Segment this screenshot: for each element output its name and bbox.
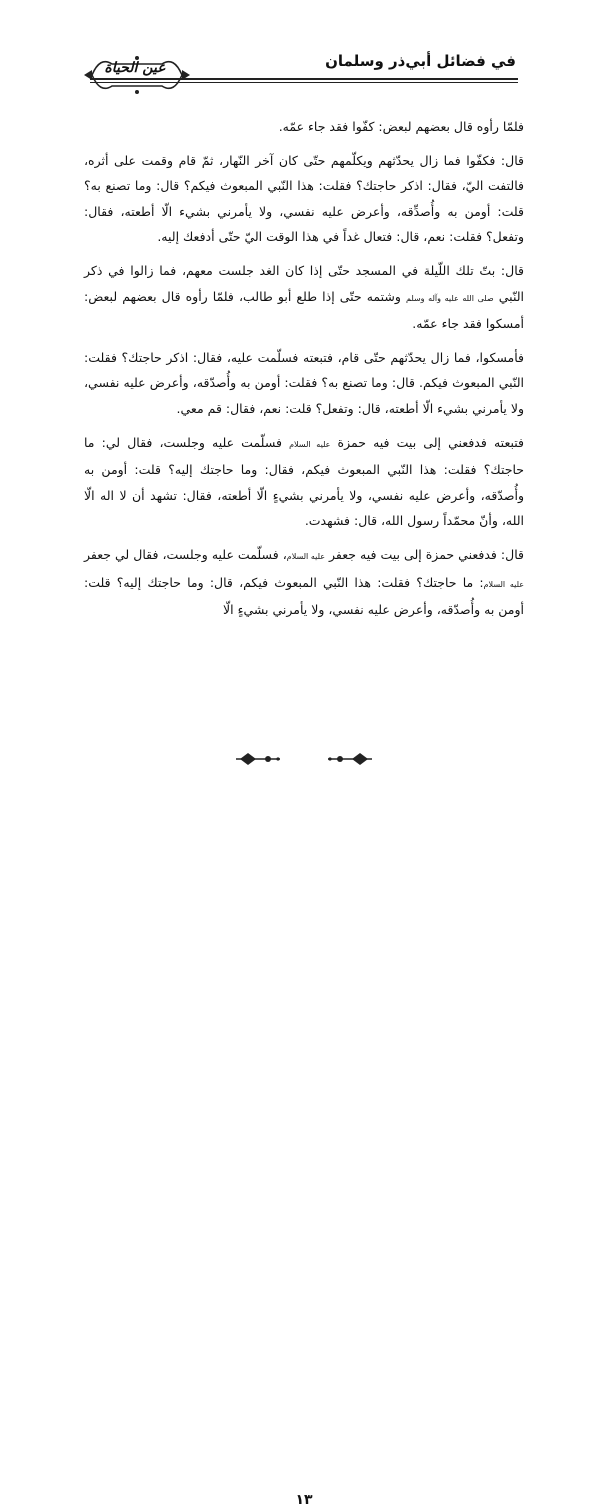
honorific: عليه السلام <box>483 579 524 589</box>
honorific: عليه السلام <box>289 439 331 449</box>
paragraph <box>84 345 524 422</box>
paragraph <box>84 148 524 250</box>
paragraph <box>84 430 524 534</box>
paragraph-text: فلمّا رأوه قال بعضهم لبعض: كفّوا فقد جاء عمّه. <box>278 119 524 134</box>
paragraph-text: ، فسلّمت عليه وجلست، فقال لي جعفر <box>84 546 287 562</box>
book-emblem-title: عين الحياة <box>104 60 166 76</box>
footer-ornament-icon <box>232 748 376 770</box>
paragraph-text: قال: فدفعني حمزة إلى بيت فيه جعفر <box>325 546 524 562</box>
paragraph-text: فتبعته فدفعني إلى بيت فيه حمزة <box>330 434 524 450</box>
honorific: عليه السلام <box>286 551 325 561</box>
running-header-title: في فضائل أبي‌ذر وسلمان <box>325 52 516 70</box>
page-number: ١٣ <box>295 1492 313 1508</box>
honorific: صلى الله عليه وآله وسلم <box>406 293 494 303</box>
page-header <box>0 0 608 110</box>
page-footer <box>0 744 608 1508</box>
header-rule <box>90 78 518 80</box>
paragraph-text: فسلّمت عليه وجلست، فقال لي: ما حاجتك؟ فقلت: هذا النّبي المبعوث فيكم، فقال: وما حاجتك إليه؟ قلت: أومن به وأُصدّقه، وأعرض عليه نفسي، ولا يأمرني بشيءٍ الّا أطعته، فقال: تشهد أن لا اله الّا الله، وأنّ محمّداً رسول الله، قال: فشهدت. <box>84 434 524 529</box>
paragraph-text: فأمسكوا، فما زال يحدّثهم حتّى قام، فتبعته فسلّمت عليه، فقال: اذكر حاجتك؟ فقلت: النّبي المبعوث فيكم. قال: وما تصنع به؟ فقلت: أومن به وأُصدّقه، وأعرض عليه نفسي، ولا يأمرني بشيء الّا أطعته، قال: وتفعل؟ قلت: نعم، فقال: قم معي. <box>84 349 524 416</box>
header-rule-thin <box>90 82 518 83</box>
paragraph-text: : ما حاجتك؟ فقلت: هذا النّبي المبعوث فيكم، قال: وما حاجتك إليه؟ قلت: أومن به وأُصدّقه، وأعرض عليه نفسي، ولا يأمرني بشيءٍ الّا <box>84 574 524 618</box>
paragraph <box>84 258 524 337</box>
paragraph-text: قال: فكفّوا فما زال يحدّثهم ويكلّمهم حتّى كان آخر النّهار، ثمّ قام وقمت على أثره، فالتفت اليّ، فقال: اذكر حاجتك؟ فقلت: هذا النّبي المبعوث فيكم؟ قال: وما تصنع به؟ قلت: أومن به وأُصدِّقه، وأعرض عليه نفسي، ولا يأمرني بشيء الّا أطعته، فقال: وتفعل؟ فقلت: نعم، قال: فتعال غداً في هذا الوقت اليّ حتّى أدفعك إليه. <box>84 152 524 245</box>
paragraph-text: وشتمه حتّى إذا طلع أبو طالب، فلمّا رأوه قال بعضهم لبعض: أمسكوا فقد جاء عمّه. <box>84 288 524 332</box>
paragraph-text: قال: بتّ تلك اللّيلة في المسجد حتّى إذا كان الغد جلست معهم، فما زالوا في ذكر النّبي <box>84 262 525 304</box>
paragraph <box>84 542 524 623</box>
page-body <box>84 114 524 631</box>
paragraph <box>84 114 524 140</box>
